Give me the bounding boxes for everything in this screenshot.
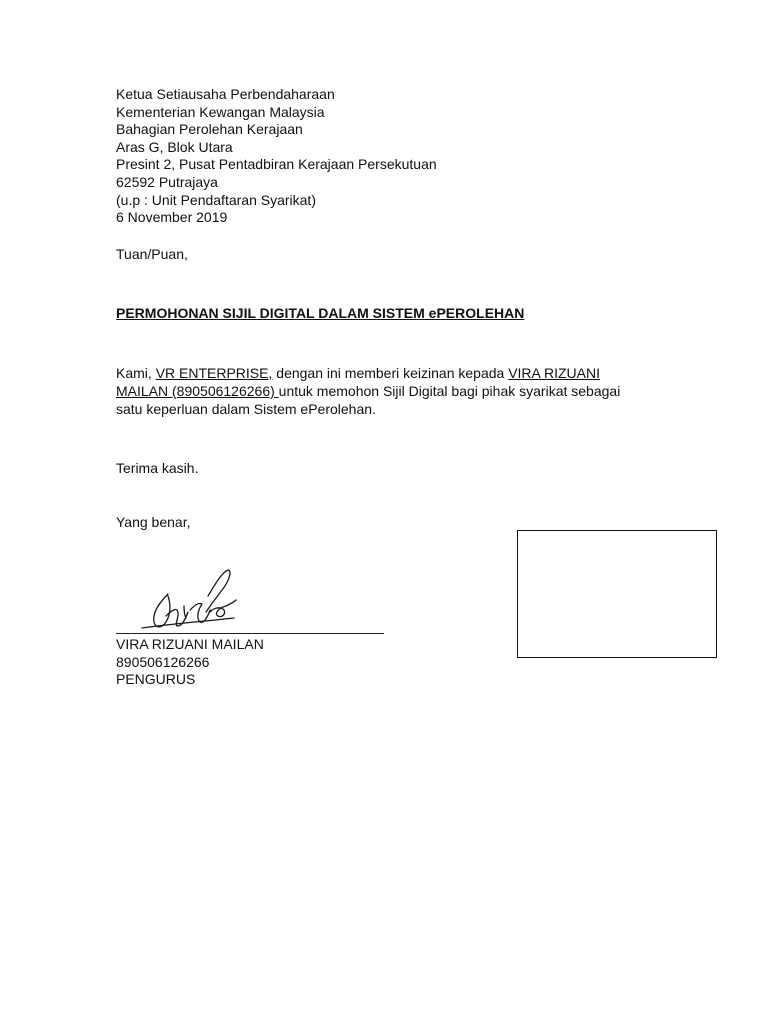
attention-line: (u.p : Unit Pendaftaran Syarikat) xyxy=(116,191,316,208)
address-line: 62592 Putrajaya xyxy=(116,173,218,190)
authorized-person-id: MAILAN (890506126266) xyxy=(116,383,279,399)
subject-heading: PERMOHONAN SIJIL DIGITAL DALAM SISTEM ePEROLEHAN xyxy=(116,305,525,321)
body-line xyxy=(116,364,656,382)
address-line: Bahagian Perolehan Kerajaan xyxy=(116,121,303,138)
thanks-text: Terima kasih. xyxy=(116,460,199,476)
address-line: Ketua Setiausaha Perbendaharaan xyxy=(116,86,335,102)
body-line: satu keperluan dalam Sistem ePerolehan. xyxy=(116,401,376,417)
handwritten-signature xyxy=(138,566,238,634)
signatory-id: 890506126266 xyxy=(116,653,210,670)
body-paragraph xyxy=(116,364,656,418)
recipient-address xyxy=(116,86,437,227)
authorized-person-name: VIRA RIZUANI xyxy=(508,365,600,381)
closing-text: Yang benar, xyxy=(116,514,191,530)
letter-date: 6 November 2019 xyxy=(116,209,228,226)
body-text: dengan ini memberi keizinan kepada xyxy=(272,365,509,381)
signature-line xyxy=(116,633,384,634)
signatory-name: VIRA RIZUANI MAILAN xyxy=(116,636,264,652)
company-stamp-box xyxy=(517,530,717,658)
body-line xyxy=(116,382,656,400)
company-name: VR ENTERPRISE, xyxy=(155,365,273,381)
body-text: untuk memohon Sijil Digital bagi pihak syarikat sebagai xyxy=(278,383,621,399)
body-text: Kami, xyxy=(116,365,156,381)
signatory-block xyxy=(116,636,264,689)
address-line: Aras G, Blok Utara xyxy=(116,138,233,155)
address-line: Kementerian Kewangan Malaysia xyxy=(116,103,325,120)
address-line: Presint 2, Pusat Pentadbiran Kerajaan Persekutuan xyxy=(116,156,437,173)
salutation: Tuan/Puan, xyxy=(116,246,188,262)
signatory-title: PENGURUS xyxy=(116,671,196,688)
